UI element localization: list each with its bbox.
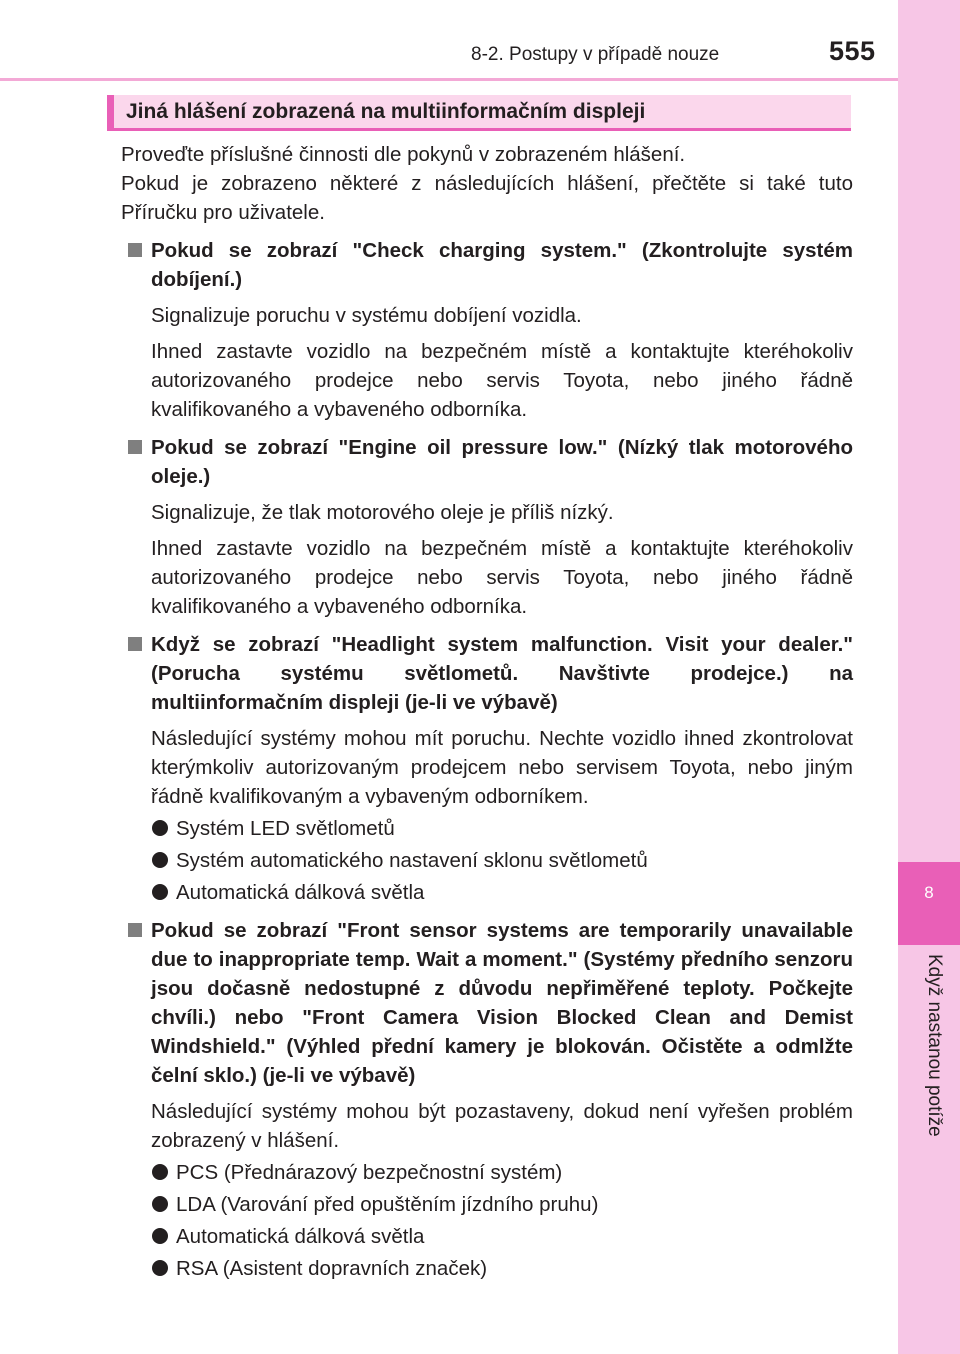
- page-number: 555: [829, 36, 876, 66]
- list-item-text: Automatická dálková světla: [176, 1225, 425, 1248]
- list-item: [151, 878, 853, 907]
- list-item: [151, 1222, 853, 1251]
- square-bullet-icon: [128, 637, 142, 651]
- list-item: [151, 814, 853, 843]
- list-item-text: Systém automatického nastavení sklonu světlometů: [176, 849, 648, 872]
- message-section-text: Následující systémy mohou být pozastaveny, dokud není vyřešen problém zobrazený v hlášení.: [151, 1100, 853, 1152]
- message-section-title: Pokud se zobrazí "Check charging system." (Zkontrolujte systém dobíjení.): [151, 239, 853, 291]
- list-item: [151, 1190, 853, 1219]
- message-section: [121, 630, 853, 907]
- message-section-text: Ihned zastavte vozidlo na bezpečném místě a kontaktujte kteréhokoliv autorizovaného prodejce nebo servis Toyota, nebo jiného řádně kvalifikovaného a vybaveného odborníka.: [151, 537, 853, 618]
- message-section-text: Signalizuje, že tlak motorového oleje je příliš nízký.: [151, 501, 614, 524]
- message-section-title: Pokud se zobrazí "Front sensor systems are temporarily unavailable due to inappropriate temp. Wait a moment." (Systémy předního senzoru jsou dočasně nedostupné z důvodu nepřiměřené teploty. Počkejte chvíli.) nebo "Front Camera Vision Blocked Clean and Demist Windshield." (Výhled přední kamery je blokován. Očistěte a odmlžte čelní sklo.) (je-li ve výbavě): [151, 919, 853, 1087]
- round-bullet-icon: [152, 820, 168, 836]
- message-section-text: Následující systémy mohou mít poruchu. Nechte vozidlo ihned zkontrolovat kterýmkoliv autorizovaným prodejcem nebo servisem Toyota, nebo jiným řádně kvalifikovaným a vybaveným odborníkem.: [151, 727, 853, 808]
- list-item: [151, 1254, 853, 1283]
- round-bullet-icon: [152, 1228, 168, 1244]
- message-section-text: Ihned zastavte vozidlo na bezpečném místě a kontaktujte kteréhokoliv autorizovaného prodejce nebo servis Toyota, nebo jiného řádně kvalifikovaného a vybaveného odborníka.: [151, 340, 853, 421]
- message-section: [121, 433, 853, 621]
- page-content: [121, 140, 853, 1283]
- list-item: [151, 1158, 853, 1187]
- round-bullet-icon: [152, 1196, 168, 1212]
- message-section: [121, 236, 853, 424]
- section-heading: Jiná hlášení zobrazená na multiinformačním displeji: [126, 100, 646, 123]
- message-section: [121, 916, 853, 1283]
- list-item-text: RSA (Asistent dopravních značek): [176, 1257, 488, 1280]
- chapter-number: 8: [924, 883, 934, 902]
- list-item-text: Automatická dálková světla: [176, 881, 425, 904]
- intro-line-1: Proveďte příslušné činnosti dle pokynů v zobrazeném hlášení.: [121, 143, 686, 166]
- round-bullet-icon: [152, 884, 168, 900]
- square-bullet-icon: [128, 440, 142, 454]
- message-section-title: Pokud se zobrazí "Engine oil pressure low." (Nízký tlak motorového oleje.): [151, 436, 853, 488]
- message-section-title: Když se zobrazí "Headlight system malfunction. Visit your dealer." (Porucha systému světlometů. Navštivte prodejce.) na multiinformačním displeji (je-li ve výbavě): [151, 633, 853, 714]
- list-item-text: LDA (Varování před opuštěním jízdního pruhu): [176, 1193, 599, 1216]
- list-item-text: PCS (Přednárazový bezpečnostní systém): [176, 1161, 563, 1184]
- list-item: [151, 846, 853, 875]
- square-bullet-icon: [128, 923, 142, 937]
- intro-line-2: Pokud je zobrazeno některé z následujících hlášení, přečtěte si také tuto Příručku pro uživatele.: [121, 172, 853, 224]
- square-bullet-icon: [128, 243, 142, 257]
- round-bullet-icon: [152, 852, 168, 868]
- chapter-tab[interactable]: [898, 862, 960, 945]
- list-item-text: Systém LED světlometů: [176, 817, 395, 840]
- message-section-text: Signalizuje poruchu v systému dobíjení vozidla.: [151, 304, 582, 327]
- chapter-title: Když nastanou potíže: [924, 954, 945, 1137]
- header-section-title: 8-2. Postupy v případě nouze: [471, 44, 720, 65]
- round-bullet-icon: [152, 1164, 168, 1180]
- round-bullet-icon: [152, 1260, 168, 1276]
- header-rule: [0, 78, 898, 81]
- section-heading-box: [107, 95, 851, 131]
